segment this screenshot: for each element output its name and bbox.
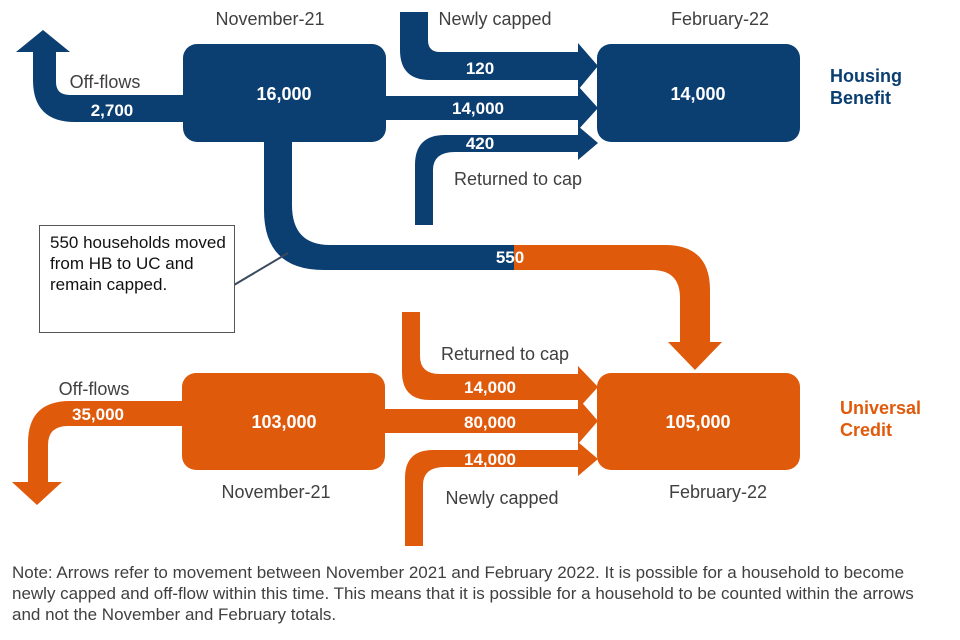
- uc-feb-total: 105,000: [665, 412, 731, 432]
- hb-feb-total: 14,000: [670, 84, 726, 104]
- hb-feb-period: February-22: [670, 9, 770, 29]
- hb-legend-line2: Benefit: [830, 88, 892, 108]
- uc-nov-period: November-21: [221, 482, 331, 502]
- uc-nov-total: 103,000: [251, 412, 317, 432]
- hb-stay-value: 14,000: [452, 99, 504, 118]
- hb-nov-total: 16,000: [256, 84, 312, 104]
- hb-legend: [830, 66, 907, 108]
- uc-feb-period: February-22: [668, 482, 768, 502]
- uc-offflows-label: Off-flows: [58, 379, 130, 399]
- uc-returned-label: Returned to cap: [440, 344, 570, 364]
- transfer-arrow: [264, 130, 722, 370]
- hb-offflows-value: 2,700: [90, 101, 134, 120]
- uc-newly-capped-value: 14,000: [464, 450, 516, 469]
- uc-stay-value: 80,000: [464, 413, 516, 432]
- uc-offflows-value: 35,000: [72, 405, 124, 424]
- hb-newly-capped-label: Newly capped: [438, 9, 552, 29]
- footnote: Note: Arrows refer to movement between November 2021 and February 2022. It is possible for a household to become newly capped and off-flow within this time. This means that it is possible for a household to be counted within the arrows and not the November and February totals.: [12, 563, 914, 624]
- hb-newly-capped-value: 120: [465, 59, 495, 78]
- hb-returned-label: Returned to cap: [453, 169, 583, 189]
- transfer-value: 550: [495, 248, 525, 267]
- callout-leader: [234, 253, 288, 285]
- transfer-callout: 550 households moved from HB to UC and remain capped.: [39, 225, 235, 333]
- uc-returned-value: 14,000: [464, 378, 516, 397]
- uc-legend-line1: Universal: [840, 398, 922, 418]
- hb-nov-period: November-21: [215, 9, 325, 29]
- hb-returned-value: 420: [465, 134, 495, 153]
- uc-newly-capped-label: Newly capped: [445, 488, 559, 508]
- uc-legend-line2: Credit: [840, 420, 893, 440]
- uc-legend: [840, 398, 926, 440]
- hb-legend-line1: Housing: [830, 66, 902, 86]
- hb-offflows-label: Off-flows: [69, 72, 141, 92]
